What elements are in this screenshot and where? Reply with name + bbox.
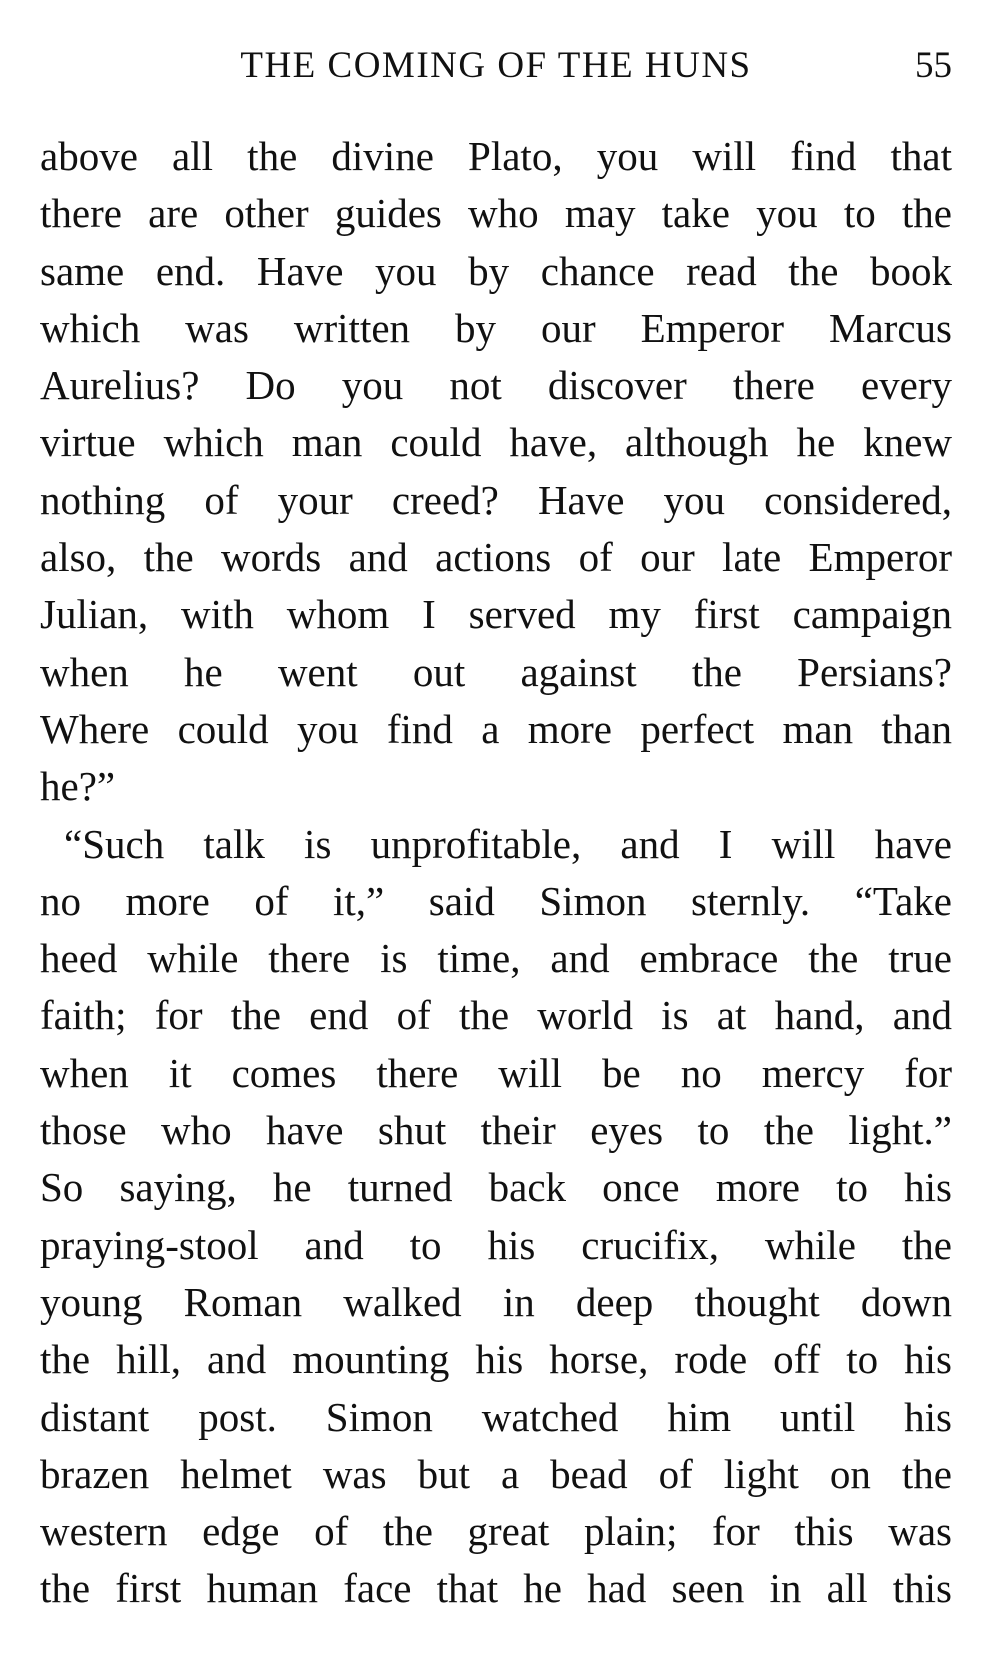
text-line: when it comes there will be no mercy for bbox=[40, 1049, 952, 1096]
text-line: brazen helmet was but a bead of light on the bbox=[40, 1450, 952, 1497]
text-line: nothing of your creed? Have you considered, bbox=[40, 476, 952, 523]
text-line: Julian, with whom I served my first campaign bbox=[40, 591, 952, 638]
text-line: no more of it,” said Simon sternly. “Take bbox=[40, 877, 952, 924]
text-line: faith; for the end of the world is at hand, and bbox=[40, 992, 952, 1039]
text-line: western edge of the great plain; for this was bbox=[40, 1508, 952, 1555]
text-line: also, the words and actions of our late Emperor bbox=[40, 534, 952, 581]
text-line: Aurelius? Do you not discover there every bbox=[40, 362, 952, 409]
text-line: the hill, and mounting his horse, rode off to his bbox=[40, 1336, 952, 1383]
text-line: young Roman walked in deep thought down bbox=[40, 1278, 952, 1325]
text-line: above all the divine Plato, you will find that bbox=[40, 133, 952, 179]
running-head bbox=[40, 38, 952, 94]
text-line: Where could you find a more perfect man than bbox=[40, 705, 952, 752]
text-line: heed while there is time, and embrace the true bbox=[40, 935, 952, 982]
text-line: virtue which man could have, although he knew bbox=[40, 419, 952, 466]
text-line: So saying, he turned back once more to his bbox=[40, 1164, 952, 1211]
text-line: when he went out against the Persians? bbox=[40, 648, 952, 695]
text-line: which was written by our Emperor Marcus bbox=[40, 304, 952, 351]
chapter-title: THE COMING OF THE HUNS bbox=[240, 45, 752, 86]
paragraph-end-line: he?” bbox=[40, 763, 116, 810]
body-text bbox=[40, 128, 952, 1618]
text-line: those who have shut their eyes to the light.” bbox=[40, 1107, 952, 1154]
paragraph-start-line: “Such talk is unprofitable, and I will have bbox=[64, 820, 952, 867]
text-line: the first human face that he had seen in all this bbox=[40, 1565, 952, 1612]
text-line: distant post. Simon watched him until his bbox=[40, 1393, 952, 1440]
page-number: 55 bbox=[915, 45, 952, 86]
text-line: praying-stool and to his crucifix, while the bbox=[40, 1221, 952, 1268]
text-line: there are other guides who may take you to the bbox=[40, 190, 952, 237]
text-line: same end. Have you by chance read the book bbox=[40, 247, 952, 294]
